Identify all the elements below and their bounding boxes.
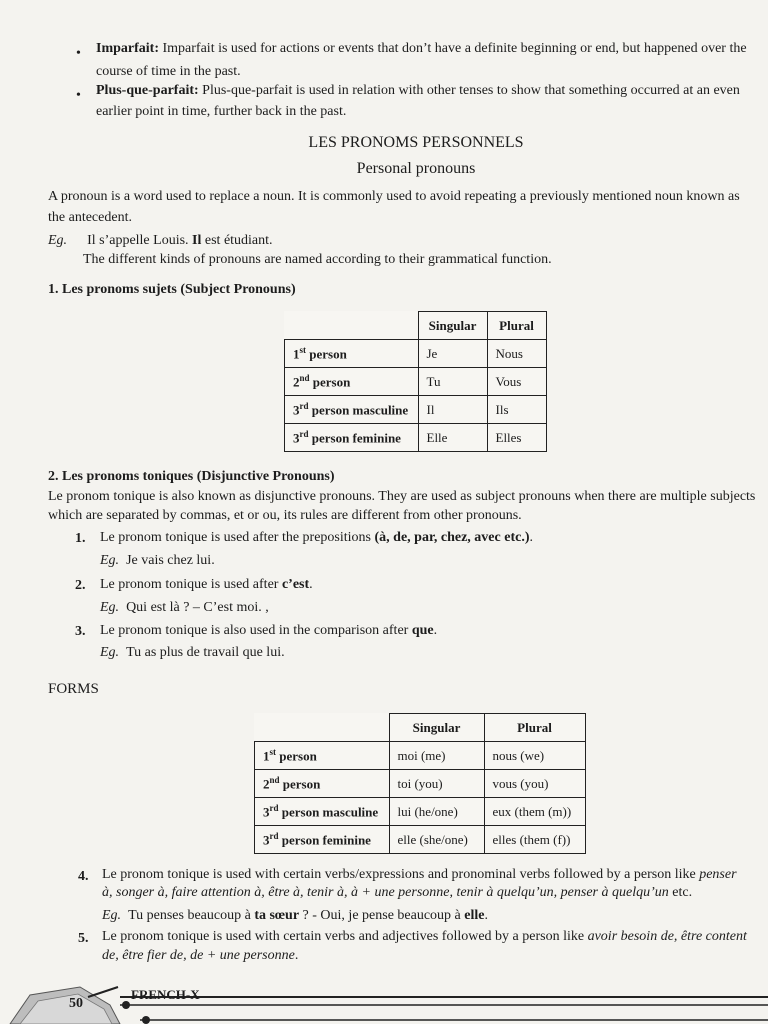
section-subheading: Personal pronouns [356, 160, 476, 177]
table-row [255, 798, 586, 826]
imparfait-text: Imparfait is used for actions or events that don’t have a definite beginning or end, but happened over the [159, 41, 747, 56]
eg-text: Il s’appelle Louis. [87, 233, 193, 248]
section2-intro-2: which are separated by commas, et or ou, its rules are different from other pronouns. [48, 508, 522, 523]
eg-bold: Il [192, 233, 202, 248]
item-number: 5. [78, 931, 89, 946]
section-heading: LES PRONOMS PERSONNELS [308, 134, 524, 151]
plusqueparfait-text: Plus-que-parfait is used in relation with other tenses to show that something occurred at an even [198, 83, 740, 98]
item-number: 3. [75, 624, 86, 639]
item-5-line-2: de, être fier de, de + une personne. [102, 948, 299, 963]
table-cell: moi (me) [389, 742, 484, 770]
item-2-text: Le pronom tonique is used after c’est. [100, 577, 313, 592]
row-label: 2nd person [285, 368, 419, 396]
table-cell: Tu [418, 368, 487, 396]
item-2-example: Eg. Qui est là ? – C’est moi. , [100, 600, 269, 615]
imparfait-term: Imparfait: [96, 41, 159, 56]
table-header-row [255, 714, 586, 742]
intro-line-1: A pronoun is a word used to replace a noun. It is commonly used to avoid repeating a previously mentioned noun known as [48, 189, 740, 204]
table-corner [285, 312, 419, 340]
table-corner [255, 714, 390, 742]
table-cell: nous (we) [484, 742, 585, 770]
row-label: 1st person [285, 340, 419, 368]
page-number: 50 [69, 996, 83, 1011]
intro-line-2: the antecedent. [48, 210, 132, 225]
row-label: 3rd person feminine [285, 424, 419, 452]
footer-ornament [0, 975, 768, 1024]
table-row [285, 340, 547, 368]
item-5-line-1: Le pronom tonique is used with certain verbs and adjectives followed by a person like avoir besoin de, être content [102, 929, 747, 944]
table-row [285, 368, 547, 396]
eg-text: est étudiant. [201, 233, 273, 248]
table-cell: Vous [487, 368, 546, 396]
item-3-example: Eg. Tu as plus de travail que lui. [100, 645, 285, 660]
table-cell: elles (them (f)) [484, 826, 585, 854]
table-header: Singular [389, 714, 484, 742]
item-1-text: Le pronom tonique is used after the prepositions (à, de, par, chez, avec etc.). [100, 530, 533, 545]
imparfait-line [96, 40, 747, 58]
row-label: 1st person [255, 742, 390, 770]
table-header: Singular [418, 312, 487, 340]
table-cell: Ils [487, 396, 546, 424]
disjunctive-pronouns-table [254, 713, 586, 854]
item-3-text: Le pronom tonique is also used in the comparison after que. [100, 623, 438, 638]
section1-title: 1. Les pronoms sujets (Subject Pronouns) [48, 282, 296, 297]
item-4-line-2: à, songer à, faire attention à, être à, tenir à, à + une personne, tenir à quelqu’un, penser à quelqu’un etc. [102, 885, 693, 900]
table-cell: elle (she/one) [389, 826, 484, 854]
item-number: 2. [75, 578, 86, 593]
forms-title: FORMS [48, 681, 99, 697]
plusqueparfait-cont: earlier point in time, further back in the past. [96, 104, 347, 119]
item-number: 4. [78, 869, 89, 884]
item-number: 1. [75, 531, 86, 546]
item-1-example: Eg. Je vais chez lui. [100, 553, 215, 568]
table-row [285, 396, 547, 424]
intro-example [48, 232, 273, 250]
table-cell: vous (you) [484, 770, 585, 798]
plusqueparfait-term: Plus-que-parfait: [96, 83, 199, 98]
bullet-icon: • [76, 88, 81, 103]
bullet-icon: • [76, 46, 81, 61]
table-cell: Elle [418, 424, 487, 452]
table-row [285, 424, 547, 452]
table-cell: toi (you) [389, 770, 484, 798]
table-row [255, 770, 586, 798]
row-label: 2nd person [255, 770, 390, 798]
item-4-line-1: Le pronom tonique is used with certain verbs/expressions and pronominal verbs followed by a person like penser [102, 867, 737, 882]
row-label: 3rd person masculine [285, 396, 419, 424]
table-cell: eux (them (m)) [484, 798, 585, 826]
plusqueparfait-line [96, 82, 740, 100]
table-row [255, 826, 586, 854]
subject-pronouns-table [284, 311, 547, 452]
section2-title: 2. Les pronoms toniques (Disjunctive Pronouns) [48, 469, 335, 484]
table-header: Plural [484, 714, 585, 742]
table-header: Plural [487, 312, 546, 340]
eg-label: Eg. [48, 233, 68, 248]
table-header-row [285, 312, 547, 340]
row-label: 3rd person masculine [255, 798, 390, 826]
item-4-example: Eg. Tu penses beaucoup à ta sœur ? - Oui, je pense beaucoup à elle. [102, 908, 488, 923]
table-cell: lui (he/one) [389, 798, 484, 826]
row-label: 3rd person feminine [255, 826, 390, 854]
section2-intro-1: Le pronom tonique is also known as disjunctive pronouns. They are used as subject pronouns when there are multiple subjects [48, 489, 756, 504]
intro-kinds: The different kinds of pronouns are named according to their grammatical function. [83, 252, 552, 267]
book-title: FRENCH-X [131, 987, 200, 1002]
table-cell: Elles [487, 424, 546, 452]
table-cell: Nous [487, 340, 546, 368]
imparfait-cont: course of time in the past. [96, 64, 241, 79]
table-cell: Il [418, 396, 487, 424]
table-row [255, 742, 586, 770]
table-cell: Je [418, 340, 487, 368]
